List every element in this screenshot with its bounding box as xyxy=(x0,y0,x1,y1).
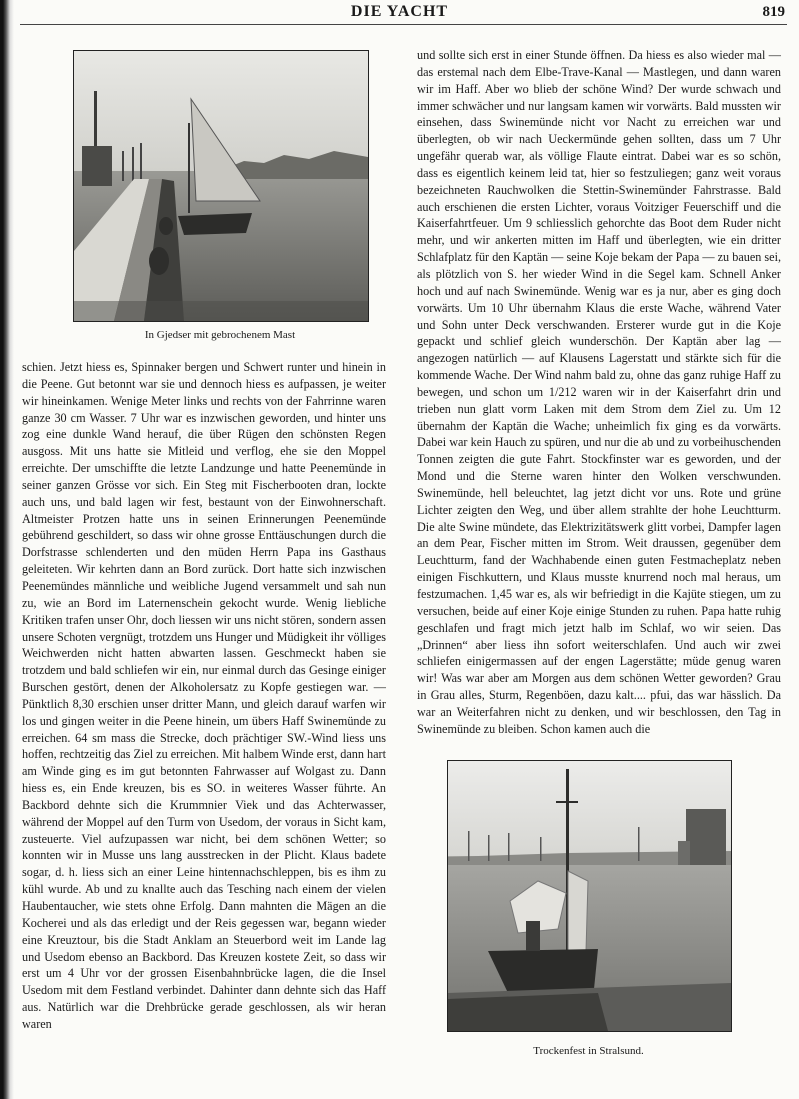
figure-caption: In Gjedser mit gebrochenem Mast xyxy=(144,329,296,341)
paragraph: schien. Jetzt hiess es, Spinnaker bergen und Schwert runter und hinein in die Peene. Gut betonnt war sie und dennoch hiess es aufpassen, je weiter wir hineinkamen. Wenige Meter links und rechts von der Fahrrinne waren ganze 30 cm Wasser. 7 Uhr war es inzwischen geworden, und hinter uns zog eine dunkle Wand herauf, die über Rügen den schönsten Regen ausgoss. Mit uns hatte sie Mitleid und verflog, ehe sie den Moppel erreichte. Der umschiffte die letzte Landzunge und hatte Peenemünde in seiner ganzen Grösse vor sich. Ein Steg mit Fischerbooten dran, lockte auch uns, und bald lagen wir fest, bestaunt von der Einwohnerschaft. Altmeister Protzen hatte uns in seinen Erinnerungen Peenemünde gebührend geschildert, so dass wir ohne grosse Enttäuschungen durch die Dorfstrasse schlenderten und den müden Herrn Papa ins Gasthaus geleiteten. Wir kehrten dann an Bord zurück. Dort hatte sich inzwischen Peenemündes männliche und weibliche Jugend versammelt und sah nun zu, wie an Bord im Laternenschein gekocht wurde. Wenig liebliche Kritiken trafen unser Ohr, doch liessen wir uns nicht stören, sondern assen unsere Schoten vergnügt, trotzdem uns Hunger und Müdigkeit ihr völliges Weichwerden nicht hatten abwarten lassen. Geschmeckt haben sie trotzdem und bald schliefen wir ein, nur einmal durch das Gesinge einiger Burschen gestört, denen der Alkoholersatz zu Kopfe gestiegen war. — Pünktlich 8,30 erschien unser dritter Mann, und gleich darauf warfen wir los und gingen weiter in die Peene hinein, um übers Haff Swinemünde zu erreichen. 64 sm mass die Strecke, doch prächtiger SW.-Wind liess uns hoffen, rechtzeitig das Ziel zu erreichen. Mit halbem Winde erst, dann hart am Winde ging es im gut betonnten Fahrwasser auf Wolgast zu. Dann hiess es, ein Ende kreuzen, bis es SO. in weiteres Wasser führte. An Backbord dehnte sich die Krummnier Viek und das Achterwasser, während der Moppel auf den Turm von Usedom, der voraus in Sicht kam, zusteuerte. Viel aufzupassen war nicht, bei dem schönen Wetter; so konnten wir in Musse uns lang ausstrecken in der Plicht. Klaus badete sogar, d. h. liess sich an einer Leine hintennachschleppen, bis es ihm zu kühl wurde. Ab und zu knallte auch das Tesching nach einem der vielen Haubentaucher, wie stets ohne Erfolg. Dann mahnten die Mägen an die Kocherei und als das erledigt und der Reis gegessen war, begann wieder eine Kreuztour, bis die Stadt Anklam an Steuerbord weit im Lande lag und Usedom ebenso an Backbord. Das Kreuzen kostete Zeit, so dass wir erst um 4 Uhr vor der grossen Eisenbahnbrücke lagen, die die Insel Usedom mit dem Festland verbindet. Dahinter dann dehnte sich das Haff aus. Natürlich war die Drehbrücke gerade geschlossen, als wir heran waren xyxy=(22,360,386,1031)
scan-edge xyxy=(0,0,14,1099)
page-number: 819 xyxy=(762,4,785,20)
article-left-column xyxy=(22,359,386,1033)
paragraph: und sollte sich erst in einer Stunde öffnen. Da hiess es also wieder mal — das erstemal nach dem Elbe-Trave-Kanal — Mastlegen, und dann waren wir im Haff. Aber wo blieb der schöne Wind? Der wurde schwach und immer schwächer und nur langsam kamen wir vorwärts. Bald mussten wir einsehen, dass Swinemünde nicht vor Nacht zu erreichen war und überlegten, ob wir nach Ueckermünde gehen sollten, dass um 7 Uhr ungefähr querab war, als völlige Flaute eintrat. Dabei war es so schön, dass es eigentlich keinem leid tat, hier so festzuliegen; ganz weit voraus bezeichneten Rauchwolken die Stettin-Swinemünder Fahrstrasse. Bald auch erschienen die ersten Lichter, voraus Voitziger Feuerschiff und die Kaiserfahrtfeuer. Um 9 schliesslich gehorchte das Boot dem Ruder nicht mehr, und wir ankerten mitten im Haff und überlegten, wie ein dritter Schlafplatz für den Kaptän — seine Koje bekam der Papa — zu bauen sei, als plötzlich von S. her wieder Wind in die Segel kam. Schnell Anker hoch und auf nach Swinemünde. Wenig war es ja nur, aber es ging doch vorwärts. Um 10 Uhr übernahm Klaus die erste Wache, während Vater und Sohn unter Deck verschwanden. Ersterer wurde gut in die Koje gepackt und schlief gleich wunderschön. Der Kaptän aber lag — angezogen natürlich — auf Klausens Lagerstatt und stärkte sich für die kommende Wache. Der Wind nahm bald zu, ohne das ganz ruhige Haff zu bewegen, und schon um 1/212 waren wir in der Kaiserfahrt drin und trieben nun glatt vorm Laken mit dem Strom dem Ziel zu. Um 12 übernahm der Kaptän die Wache; unheimlich fix ging es da vorwärts. Dabei war kein Hauch zu spüren, und nur die ab und zu vorbeihuschenden Tonnen zeigten die gute Fahrt. Stockfinster war es geworden, und der Mond und die Sterne waren hinter den Wolken verschwunden. Swinemünde, hell beleuchtet, lag jetzt dicht vor uns. Rote und grüne Lichter zeigten den Weg, und über allem strahlte der hohe Leuchtturm. Die alte Swine mündete, das Elektrizitätswerk glitt vorbei, Dampfer lagen an dem Pear, Fischer mitten im Strom. Weit draussen, gegenüber dem Leuchtturm, fand der Wachhabende einen guten Festmacheplatz neben einigen Fischkuttern, und Klaus musste knurrend noch mal heraus, um festzumachen. 1,45 war es, als wir befriedigt in die Kajüte stiegen, um zu versuchen, beide auf einer Koje einige Stunden zu ruhen. Papa hatte ruhig geschlafen und fragt mich jetzt halb im Schlaf, wo wir seien. Das „Drinnen“ aber liess ihn sofort weiterschlafen. Und auch wir zwei schliefen einigermassen auf der engen Lagerstätte; müde genug waren wir! Was war aber am Morgen aus dem schönen Wetter geworden? Grau in Grau alles, Sturm, Regenböen, dazu kalt.... pfui, das war hässlich. Da war an Weiterfahren nicht zu denken, und wir beschlossen, den Tag in Swinemünde zu bleiben. Schon kamen auch die xyxy=(417,48,781,736)
header-rule xyxy=(20,24,787,25)
figure-stralsund-photo xyxy=(447,760,732,1032)
article-right-column xyxy=(417,47,781,738)
figure-caption: Trockenfest in Stralsund. xyxy=(533,1045,644,1057)
figure-gjedser-photo xyxy=(73,50,369,322)
running-header-title: DIE YACHT xyxy=(350,3,449,20)
